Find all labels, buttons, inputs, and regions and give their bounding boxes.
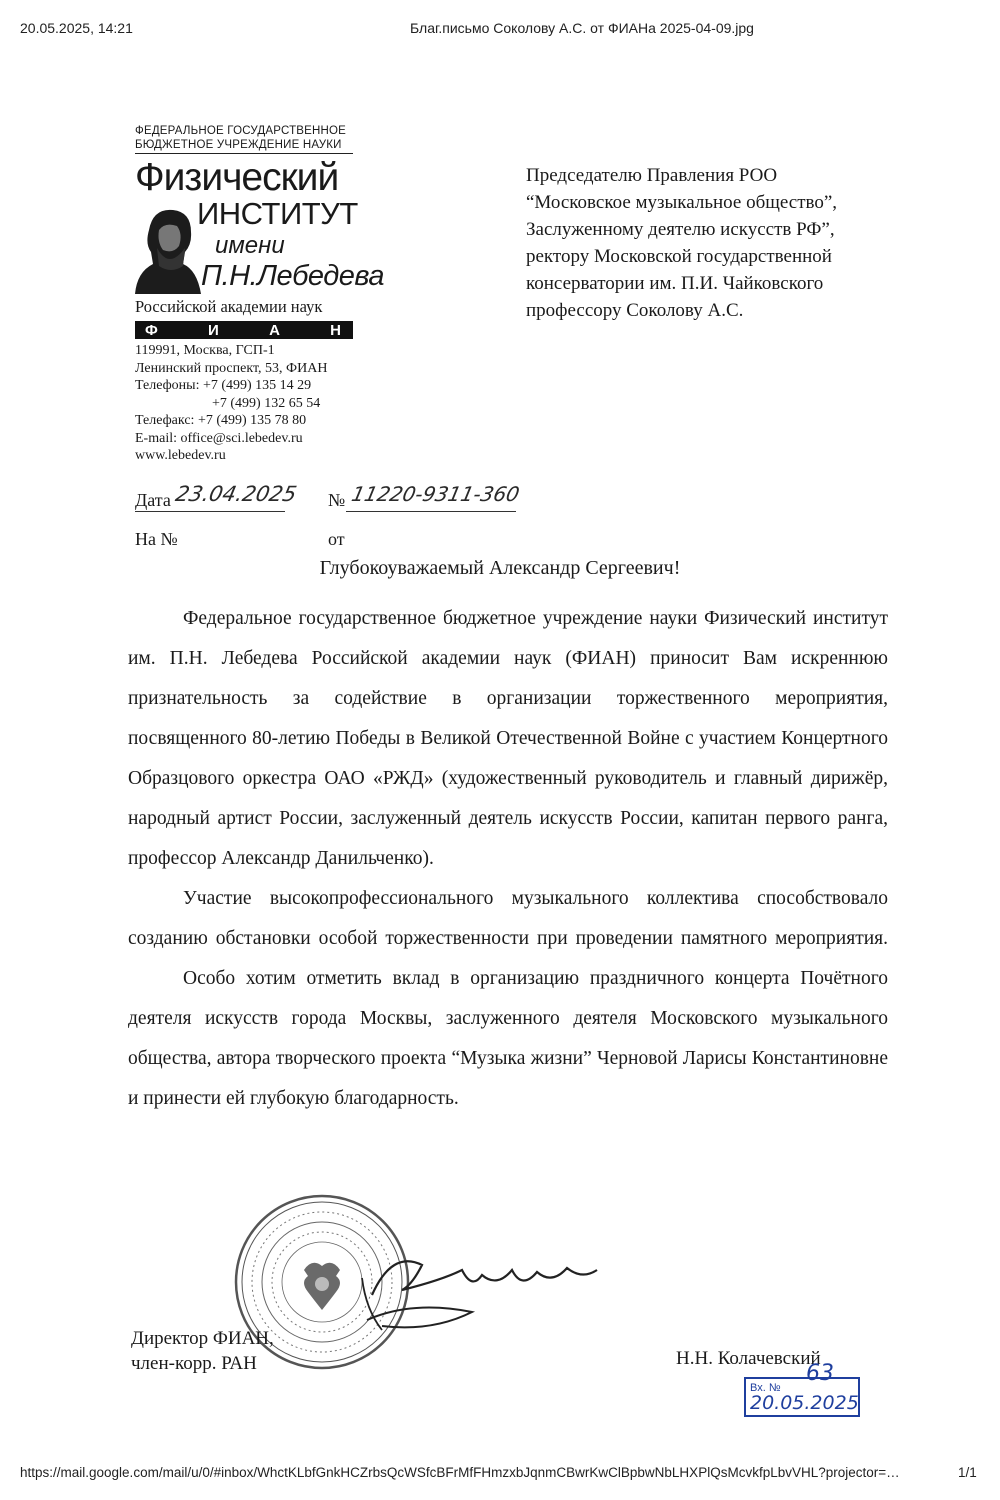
contact-phone-2: +7 (499) 132 65 54 — [212, 395, 321, 411]
number-underline — [346, 511, 516, 512]
recipient-line: “Московское музыкальное общество”, — [526, 192, 838, 213]
letter-body — [128, 599, 888, 1119]
recipient-line: Заслуженному деятелю искусств РФ”, — [526, 219, 835, 240]
incoming-stamp — [744, 1361, 860, 1417]
fian-letter: Н — [330, 321, 343, 339]
date-label: Дата — [135, 490, 171, 510]
recipient-line: Председателю Правления РОО — [526, 165, 778, 186]
paragraph-2: Участие высокопрофессионального музыкального коллектива способствовало созданию обстановки особой торжественности при проведении памятного мероприятия. — [128, 888, 888, 949]
print-url: https://mail.google.com/mail/u/0/#inbox/WhctKLbfGnkHCZrbsQcWSfcBFrMfFHmzxbJqnmCBwrKwClBpbwNbLHXPlQsMcvkfpLbvVHL?projector=… — [20, 1465, 900, 1480]
org-title-2: ИНСТИТУТ — [197, 196, 358, 231]
fian-letter: И — [208, 321, 221, 339]
number-value: 11220-9311-360 — [349, 482, 522, 506]
signature-name: Н.Н. Колачевский — [676, 1348, 821, 1369]
org-academy: Российской академии наук — [135, 297, 323, 316]
contact-address: 119991, Москва, ГСП-1 — [135, 343, 275, 358]
org-line-1: ФЕДЕРАЛЬНОЕ ГОСУДАРСТВЕННОЕ — [135, 125, 347, 137]
recipient-line: ректору Московской государственной — [526, 246, 832, 267]
contact-street: Ленинский проспект, 53, ФИАН — [135, 360, 328, 376]
paragraph-3: Особо хотим отметить вклад в организацию праздничного концерта Почётного деятеля искусств города Москвы, заслуженного деятеля Московского музыкального общества, автора творческого проекта “Музыка жизни” Черновой Ларисы Константиновне и принести ей глубокую благодарность. — [128, 968, 888, 1109]
print-datetime: 20.05.2025, 14:21 — [20, 20, 133, 36]
recipient-line: профессору Соколову А.С. — [526, 300, 744, 321]
incoming-stamp-number: 63 — [806, 1361, 834, 1386]
org-contacts — [135, 342, 327, 465]
number-label: № — [328, 490, 346, 510]
org-title-4: П.Н.Лебедева — [201, 260, 384, 292]
signature-position — [131, 1326, 274, 1376]
fian-letter: Ф — [145, 321, 160, 339]
contact-fax: Телефакс: +7 (499) 135 78 80 — [135, 413, 307, 428]
fian-bar — [135, 321, 353, 339]
salutation: Глубокоуважаемый Александр Сергеевич! — [319, 557, 681, 579]
contact-phone-1: Телефоны: +7 (499) 135 14 29 — [135, 378, 312, 393]
from-label: от — [328, 529, 345, 549]
lebedev-portrait-icon — [135, 200, 201, 294]
contact-email: E-mail: office@sci.lebedev.ru — [135, 430, 303, 446]
incoming-stamp-date: 20.05.2025 — [750, 1392, 859, 1414]
print-page-number: 1/1 — [958, 1465, 977, 1480]
fian-letter: А — [269, 321, 282, 339]
date-value: 23.04.2025 — [173, 482, 299, 506]
org-line-2: БЮДЖЕТНОЕ УЧРЕЖДЕНИЕ НАУКИ — [135, 138, 353, 154]
org-title-3: имени — [215, 232, 285, 259]
org-title-block — [135, 196, 384, 294]
paragraph-1: Федеральное государственное бюджетное учреждение науки Физический институт им. П.Н. Лебедева Российской академии наук (ФИАН) приносит Вам искреннюю признательность за содействие в организации торжественного мероприятия, посвященного 80-летию Победы в Великой Отечественной Войне с участием Концертного Образцового оркестра ОАО «РЖД» (художественный руководитель и главный дирижёр, народный артист России, заслуженный деятель искусств России, капитан первого ранга, профессор Александр Данильченко). — [128, 608, 888, 869]
handwritten-signature — [352, 1240, 622, 1335]
incoming-stamp-label: Вх. № — [750, 1382, 781, 1394]
ref-label: На № — [135, 529, 178, 549]
signature-name-wrap — [676, 1346, 821, 1371]
signature-position-line-1: Директор ФИАН, — [131, 1328, 274, 1349]
date-underline — [135, 511, 285, 512]
print-title: Благ.письмо Соколову А.С. от ФИАНа 2025-04-09.jpg — [410, 20, 754, 36]
signature-position-line-2: член-корр. РАН — [131, 1353, 257, 1374]
letterhead — [135, 124, 384, 339]
org-title-1: Физический — [135, 156, 339, 199]
recipient-line: консерватории им. П.И. Чайковского — [526, 273, 824, 294]
recipient-block — [526, 162, 837, 324]
contact-website: www.lebedev.ru — [135, 448, 226, 463]
